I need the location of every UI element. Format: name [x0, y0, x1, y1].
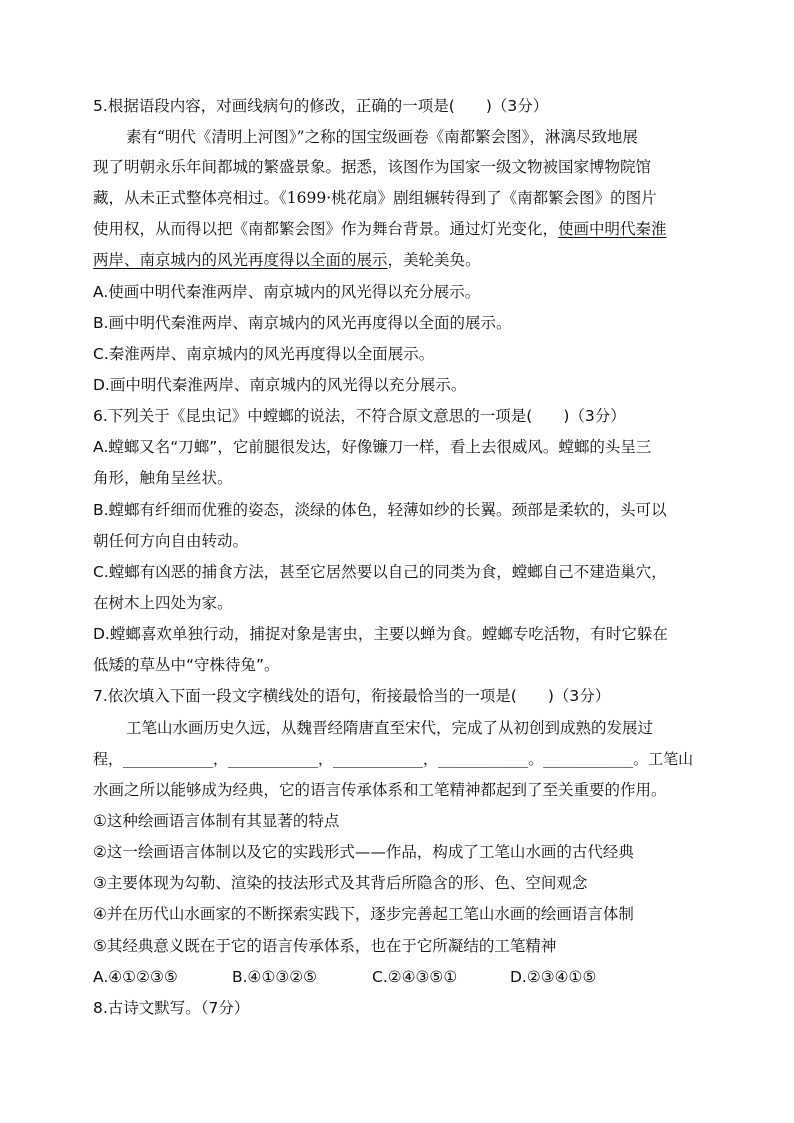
q6-option-c-line-2: 在树木上四处为家。: [93, 594, 233, 612]
q7-item-4: ④并在历代山水画家的不断探索实践下，逐步完善起工笔山水画的绘画语言体制: [93, 905, 634, 923]
q7-stem: 7.依次填入下面一段文字横线处的语句，衔接最恰当的一项是( )（3分）: [93, 687, 611, 705]
q7-blank-3: ____________: [333, 750, 424, 768]
q7-sep-4: 。: [528, 750, 544, 768]
q7-blank-2: ____________: [228, 750, 319, 768]
q5-option-c: C.秦淮两岸、南京城内的风光再度得以全面展示。: [93, 345, 435, 363]
q7-blank-4: ____________: [438, 750, 529, 768]
q5-stem: 5.根据语段内容，对画线病句的修改，正确的一项是( )（3分）: [93, 97, 549, 115]
q7-item-3: ③主要体现为勾勒、渲染的技法形式及其背后所隐含的形、色、空间观念: [93, 874, 588, 892]
q7-passage-line-2: [93, 749, 693, 769]
q7-item-2: ②这一绘画语言体制以及它的实践形式——作品，构成了工笔山水画的古代经典: [93, 843, 634, 861]
q7-sep-1: ，: [213, 750, 229, 768]
q6-option-b-line-2: 朝任何方向自由转动。: [93, 532, 249, 550]
q7-sep-2: ，: [318, 750, 334, 768]
q8-stem: 8.古诗文默写。（7分）: [93, 999, 250, 1017]
q5-passage-line-5-plain: ，美轮美奂。: [387, 251, 481, 269]
q6-option-d-line-1: D.螳螂喜欢单独行动，捕捉对象是害虫，主要以蝉为食。螳螂专吃活物，有时它躲在: [93, 625, 668, 643]
q7-item-5: ⑤其经典意义既在于它的语言传承体系，也在于它所凝结的工笔精神: [93, 937, 557, 955]
q6-option-c-line-1: C.螳螂有凶恶的捕食方法，甚至它居然要以自己的同类为食，螳螂自己不建造巢穴，: [93, 563, 667, 581]
q6-option-a-line-2: 角形，触角呈丝状。: [93, 469, 233, 487]
q5-passage-line-4-plain: 使用权，从而得以把《南都繁会图》作为舞台背景。通过灯光变化，: [93, 220, 559, 238]
q5-option-a: A.使画中明代秦淮两岸、南京城内的风光得以充分展示。: [93, 283, 481, 301]
q5-passage-line-1: 素有“明代《清明上河图》”之称的国宝级画卷《南都繁会图》，淋漓尽致地展: [126, 128, 638, 146]
q7-option-b: B.④①③②⑤: [232, 968, 318, 986]
q6-option-d-line-2: 低矮的草丛中“守株待兔”。: [93, 656, 280, 674]
q6-option-b-line-1: B.螳螂有纤细而优雅的姿态，淡绿的体色，轻薄如纱的长翼。颈部是柔软的，头可以: [93, 501, 667, 519]
q7-passage-line-2-start: 程，: [93, 750, 124, 768]
q5-option-b: B.画中明代秦淮两岸、南京城内的风光再度得以全面的展示。: [93, 314, 512, 332]
q5-underlined-sentence-part-1: 使画中明代秦淮: [558, 220, 667, 238]
q7-blank-1: ____________: [123, 750, 214, 768]
q7-sep-3: ，: [423, 750, 439, 768]
q5-underlined-sentence-part-2: 两岸、南京城内的风光再度得以全面的展示: [93, 251, 388, 269]
q6-stem: 6.下列关于《昆虫记》中螳螂的说法，不符合原文意思的一项是( )（3分）: [93, 407, 626, 425]
q7-option-d: D.②③④①⑤: [510, 968, 597, 986]
q7-blank-5: ____________: [543, 750, 634, 768]
q7-option-a: A.④①②③⑤: [93, 968, 178, 986]
q5-passage-line-3: 藏，从未正式整体亮相过。《1699·桃花扇》剧组辗转得到了《南都繁会图》的图片: [93, 189, 657, 207]
q7-passage-line-2-end: 。工笔山: [633, 750, 694, 768]
q5-passage-line-2: 现了明朝永乐年间都城的繁盛景象。据悉，该图作为国家一级文物被国家博物院馆: [93, 158, 652, 176]
q5-passage-line-4: [93, 219, 667, 239]
q7-passage-line-3: 水画之所以能够成为经典，它的语言传承体系和工笔精神都起到了至关重要的作用。: [93, 781, 667, 799]
q7-options-row: [93, 967, 596, 987]
q7-passage-line-1: 工笔山水画历史久远，从魏晋经隋唐直至宋代，完成了从初创到成熟的发展过: [126, 719, 654, 737]
q5-passage-line-5: [93, 250, 481, 270]
q5-option-d: D.画中明代秦淮两岸、南京城内的风光得以充分展示。: [93, 376, 467, 394]
q7-item-1: ①这种绘画语言体制有其显著的特点: [93, 812, 340, 830]
q6-option-a-line-1: A.螳螂又名“刀螂”，它前腿很发达，好像镰刀一样，看上去很威风。螳螂的头呈三: [93, 438, 652, 456]
q7-option-c: C.②④③⑤①: [372, 968, 458, 986]
